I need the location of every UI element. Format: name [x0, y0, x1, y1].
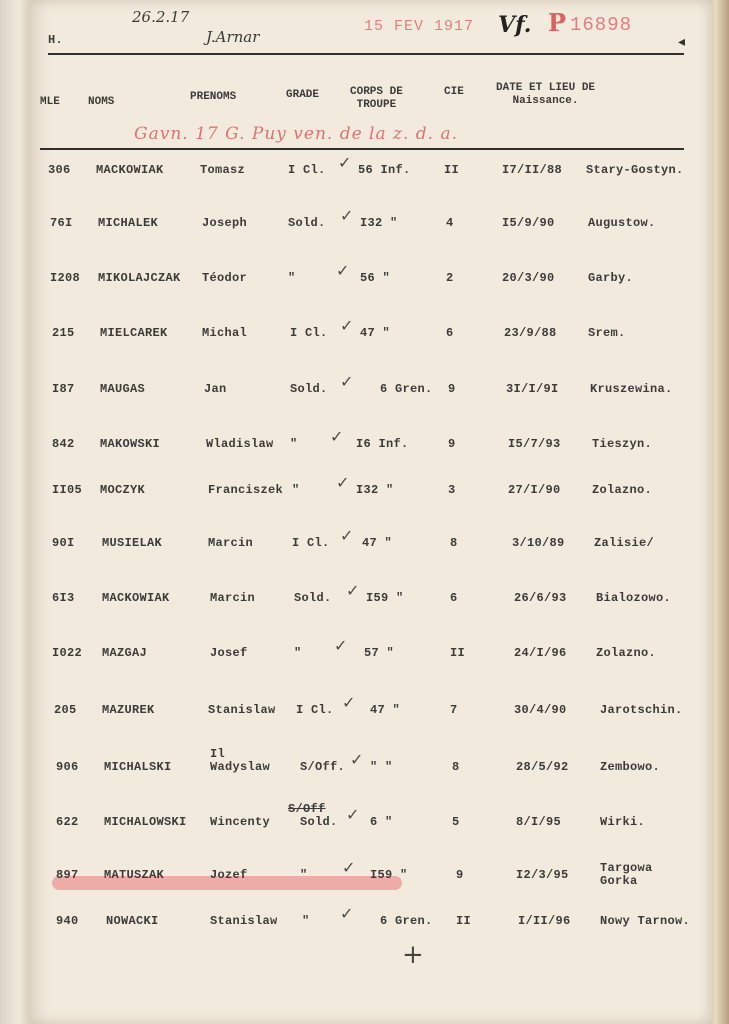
cell-prenom: Marcin — [210, 591, 256, 605]
cell-nom: MACKOWIAK — [96, 163, 164, 177]
cell-corps: 57 " — [364, 646, 395, 660]
cell-grade: Sold. — [300, 815, 338, 829]
cell-cie: 2 — [446, 271, 454, 285]
cell-lieu: Kruszewina. — [590, 382, 673, 396]
cell-cie: 9 — [448, 382, 456, 396]
cell-cie: 9 — [448, 437, 456, 451]
check-mark-icon: ✓ — [336, 261, 350, 280]
check-mark-icon: ✓ — [340, 206, 354, 225]
col-corps: CORPS DE TROUPE — [350, 86, 403, 111]
cell-corps: I6 Inf. — [356, 437, 409, 451]
cell-grade: Sold. — [288, 216, 326, 230]
cell-corps: I32 " — [356, 483, 394, 497]
cell-nom: NOWACKI — [106, 914, 159, 928]
cell-cie: II — [450, 646, 466, 660]
cell-nom: MIELCAREK — [100, 326, 168, 340]
cell-nom: MIKOLAJCZAK — [98, 271, 181, 285]
cell-mle: II05 — [52, 483, 83, 497]
cell-cie: II — [456, 914, 472, 928]
cell-grade: " — [292, 483, 300, 497]
cell-prenom: Wadyslaw — [210, 760, 271, 774]
cell-nom: MAKOWSKI — [100, 437, 161, 451]
cell-nom: MACKOWIAK — [102, 591, 170, 605]
cell-prenom: Franciszek — [208, 483, 284, 497]
cell-prenom: Wladislaw — [206, 437, 274, 451]
check-mark-icon: ✓ — [342, 858, 356, 877]
check-mark-icon: ✓ — [346, 581, 360, 600]
cell-lieu: Zolazno. — [592, 483, 653, 497]
cell-date: I7/II/88 — [502, 163, 563, 177]
cell-prenom: Tomasz — [200, 163, 246, 177]
row622-grade-struck: S/Off — [288, 802, 326, 816]
cell-date: 26/6/93 — [514, 591, 567, 605]
cell-nom: MICHALSKI — [104, 760, 172, 774]
cell-mle: 90I — [52, 536, 75, 550]
cell-grade: " — [300, 868, 308, 882]
cell-lieu: Nowy Tarnow. — [600, 914, 691, 928]
cell-date: 3I/I/9I — [506, 382, 559, 396]
cell-lieu: Stary-Gostyn. — [586, 163, 684, 177]
footer-mark: + — [402, 940, 424, 970]
header-rule-top — [48, 53, 684, 55]
cell-lieu: Zolazno. — [596, 646, 657, 660]
cell-nom: MAUGAS — [100, 382, 146, 396]
cell-grade: " — [294, 646, 302, 660]
cell-cie: 6 — [446, 326, 454, 340]
cell-date: 30/4/90 — [514, 703, 567, 717]
cell-mle: 622 — [56, 815, 79, 829]
cell-cie: 8 — [450, 536, 458, 550]
cell-date: 23/9/88 — [504, 326, 557, 340]
cell-cie: II — [444, 163, 460, 177]
cell-grade: I Cl. — [288, 163, 326, 177]
cell-date: 27/I/90 — [508, 483, 561, 497]
cell-grade: " — [302, 914, 310, 928]
cell-prenom: Wincenty — [210, 815, 271, 829]
row906-prenom-prefix: Il — [210, 747, 226, 761]
cell-grade: S/Off. — [300, 760, 346, 774]
cell-date: I/II/96 — [518, 914, 571, 928]
cell-lieu: Bialozowo. — [596, 591, 672, 605]
check-mark-icon: ✓ — [340, 904, 354, 923]
col-cie: CIE — [444, 86, 464, 98]
check-mark-icon: ✓ — [338, 153, 352, 172]
cell-lieu: Tieszyn. — [592, 437, 653, 451]
cell-date: 8/I/95 — [516, 815, 562, 829]
cell-date: I2/3/95 — [516, 868, 569, 882]
cell-corps: I32 " — [360, 216, 398, 230]
cell-corps: 47 " — [360, 326, 391, 340]
cell-mle: 306 — [48, 163, 71, 177]
signature: J.Arnar — [206, 28, 260, 46]
cell-prenom: Jan — [204, 382, 227, 396]
cell-corps: 47 " — [370, 703, 401, 717]
stamp-letter: P — [548, 8, 567, 37]
cell-mle: 215 — [52, 326, 75, 340]
red-annotation: Gavn. 17 G. Puy ven. de la z. d. a. — [134, 124, 459, 144]
check-mark-icon: ✓ — [340, 372, 354, 391]
cell-lieu: Jarotschin. — [600, 703, 683, 717]
cell-mle: I022 — [52, 646, 83, 660]
cell-cie: 5 — [452, 815, 460, 829]
cell-nom: MATUSZAK — [104, 868, 165, 882]
cell-nom: MOCZYK — [100, 483, 146, 497]
cell-date: 20/3/90 — [502, 271, 555, 285]
cell-date: I5/9/90 — [502, 216, 555, 230]
cell-grade: I Cl. — [292, 536, 330, 550]
cell-grade: I Cl. — [296, 703, 334, 717]
header-rule-bottom — [40, 148, 684, 150]
cell-grade: " — [290, 437, 298, 451]
cell-cie: 7 — [450, 703, 458, 717]
handwritten-date: 26.2.17 — [132, 8, 190, 26]
check-mark-icon: ✓ — [330, 427, 344, 446]
cell-corps: I59 " — [366, 591, 404, 605]
cell-nom: MUSIELAK — [102, 536, 163, 550]
cell-prenom: Michal — [202, 326, 248, 340]
cell-corps: 6 " — [370, 815, 393, 829]
cell-nom: MAZUREK — [102, 703, 155, 717]
cell-cie: 3 — [448, 483, 456, 497]
cell-prenom: Joseph — [202, 216, 248, 230]
cell-nom: MICHALOWSKI — [104, 815, 187, 829]
check-mark-icon: ✓ — [342, 693, 356, 712]
check-mark-icon: ✓ — [334, 636, 348, 655]
check-mark-icon: ✓ — [340, 316, 354, 335]
cell-cie: 9 — [456, 868, 464, 882]
cell-mle: 205 — [54, 703, 77, 717]
stamp-number: 16898 — [570, 14, 633, 36]
check-mark-icon: ✓ — [340, 526, 354, 545]
cell-grade: " — [288, 271, 296, 285]
cell-corps: I59 " — [370, 868, 408, 882]
arrow-mark: ◂ — [678, 34, 686, 50]
cell-lieu: Garby. — [588, 271, 634, 285]
cell-corps: 47 " — [362, 536, 393, 550]
cell-cie: 8 — [452, 760, 460, 774]
cell-mle: 6I3 — [52, 591, 75, 605]
check-mark-icon: ✓ — [346, 805, 360, 824]
cell-prenom: Stanislaw — [210, 914, 278, 928]
cell-nom: MICHALEK — [98, 216, 159, 230]
cell-mle: 897 — [56, 868, 79, 882]
cell-prenom: Jozef — [210, 868, 248, 882]
cell-lieu: Targowa Gorka — [600, 861, 653, 888]
cell-prenom: Téodor — [202, 271, 248, 285]
cell-date: I5/7/93 — [508, 437, 561, 451]
cell-lieu: Wirki. — [600, 815, 646, 829]
cell-mle: I208 — [50, 271, 81, 285]
col-prenoms: PRENOMS — [190, 91, 237, 103]
cell-date: 28/5/92 — [516, 760, 569, 774]
cell-lieu: Srem. — [588, 326, 626, 340]
cell-grade: Sold. — [294, 591, 332, 605]
cell-date: 3/10/89 — [512, 536, 565, 550]
cell-mle: 842 — [52, 437, 75, 451]
col-mle: MLE — [40, 96, 60, 108]
cell-lieu: Zembowo. — [600, 760, 661, 774]
cell-grade: Sold. — [290, 382, 328, 396]
date-stamp: 15 FEV 1917 — [364, 18, 475, 35]
cell-corps: " " — [370, 760, 393, 774]
vf-mark: Vf. — [498, 12, 532, 38]
header-letter: H. — [48, 33, 64, 47]
cell-corps: 6 Gren. — [380, 382, 433, 396]
cell-corps: 56 " — [360, 271, 391, 285]
cell-nom: MAZGAJ — [102, 646, 148, 660]
cell-cie: 4 — [446, 216, 454, 230]
col-noms: NOMS — [88, 96, 115, 108]
cell-lieu: Zalisie/ — [594, 536, 655, 550]
cell-prenom: Marcin — [208, 536, 254, 550]
col-grade: GRADE — [286, 89, 320, 101]
cell-cie: 6 — [450, 591, 458, 605]
cell-corps: 56 Inf. — [358, 163, 411, 177]
cell-date: 24/I/96 — [514, 646, 567, 660]
register-page — [30, 0, 712, 1024]
cell-prenom: Josef — [210, 646, 248, 660]
cell-grade: I Cl. — [290, 326, 328, 340]
cell-prenom: Stanislaw — [208, 703, 276, 717]
cell-mle: 76I — [50, 216, 73, 230]
cell-mle: I87 — [52, 382, 75, 396]
col-date-lieu: DATE ET LIEU DE Naissance. — [496, 82, 596, 107]
cell-mle: 906 — [56, 760, 79, 774]
cell-lieu: Augustow. — [588, 216, 656, 230]
cell-corps: 6 Gren. — [380, 914, 433, 928]
check-mark-icon: ✓ — [336, 473, 350, 492]
check-mark-icon: ✓ — [350, 750, 364, 769]
cell-mle: 940 — [56, 914, 79, 928]
